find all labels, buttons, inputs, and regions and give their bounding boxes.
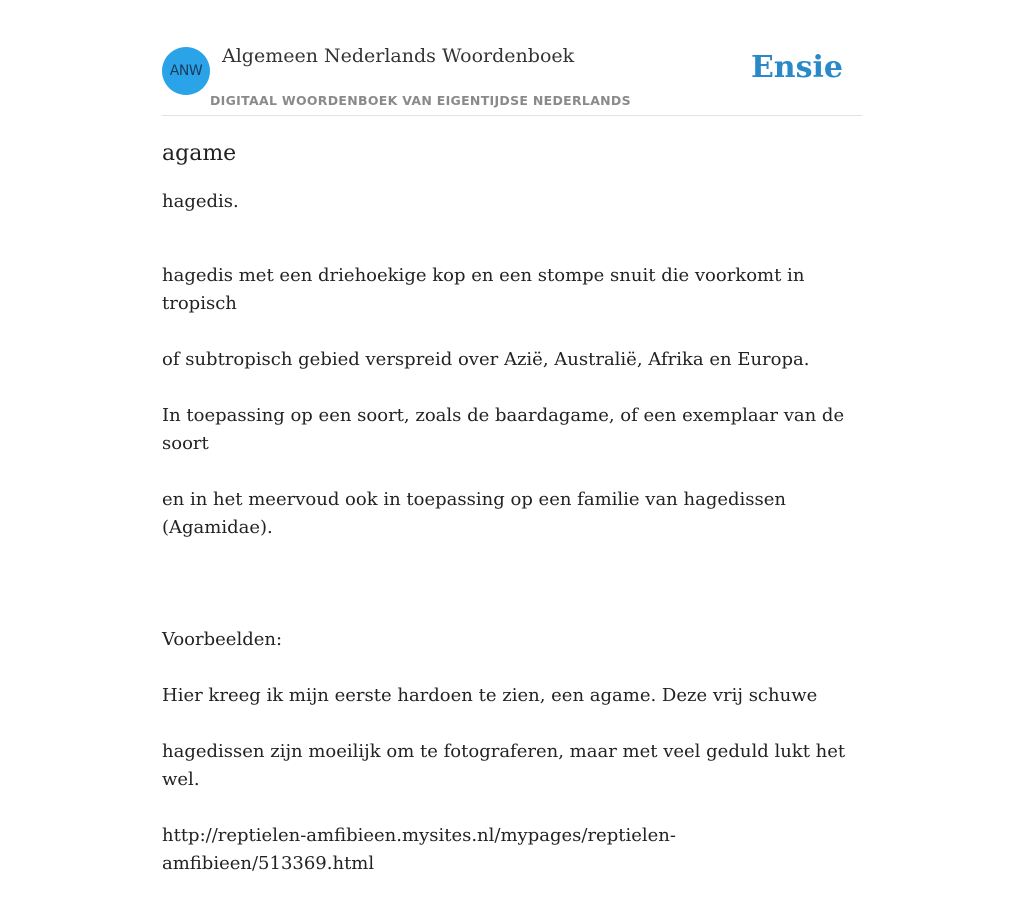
- spacer: [162, 570, 867, 598]
- anw-logo-text: ANW: [169, 63, 203, 79]
- ensie-brand-logo[interactable]: Ensie: [750, 50, 843, 85]
- definition-line: of subtropisch gebied verspreid over Azië, Australië, Afrika en Europa.: [162, 349, 810, 370]
- definition-line: hagedis met een driehoekige kop en een stompe snuit die voorkomt in tropisch: [162, 265, 805, 314]
- site-title[interactable]: Algemeen Nederlands Woordenboek: [222, 45, 575, 67]
- site-subtitle: DIGITAAL WOORDENBOEK VAN EIGENTIJDSE NEDERLANDS: [210, 93, 631, 108]
- definition-line: In toepassing op een soort, zoals de baardagame, of een exemplaar van de soort: [162, 405, 845, 454]
- source-url: http://reptielen-amfibieen.mysites.nl/mypages/reptielen-amfibieen/513369.html: [162, 825, 676, 874]
- entry-content: [162, 138, 867, 906]
- examples-label: Voorbeelden:: [162, 629, 283, 650]
- example-line: Hier kreeg ik mijn eerste hardoen te zien, een agame. Deze vrij schuwe: [162, 685, 818, 706]
- header-divider: [162, 115, 862, 116]
- example-line: hagedissen zijn moeilijk om te fotograferen, maar met veel geduld lukt het wel.: [162, 741, 846, 790]
- headword: agame: [162, 141, 237, 166]
- anw-logo[interactable]: [162, 47, 210, 95]
- short-definition: hagedis.: [162, 191, 239, 212]
- full-definition: [162, 234, 867, 906]
- definition-line: en in het meervoud ook in toepassing op een familie van hagedissen (Agamidae).: [162, 489, 786, 538]
